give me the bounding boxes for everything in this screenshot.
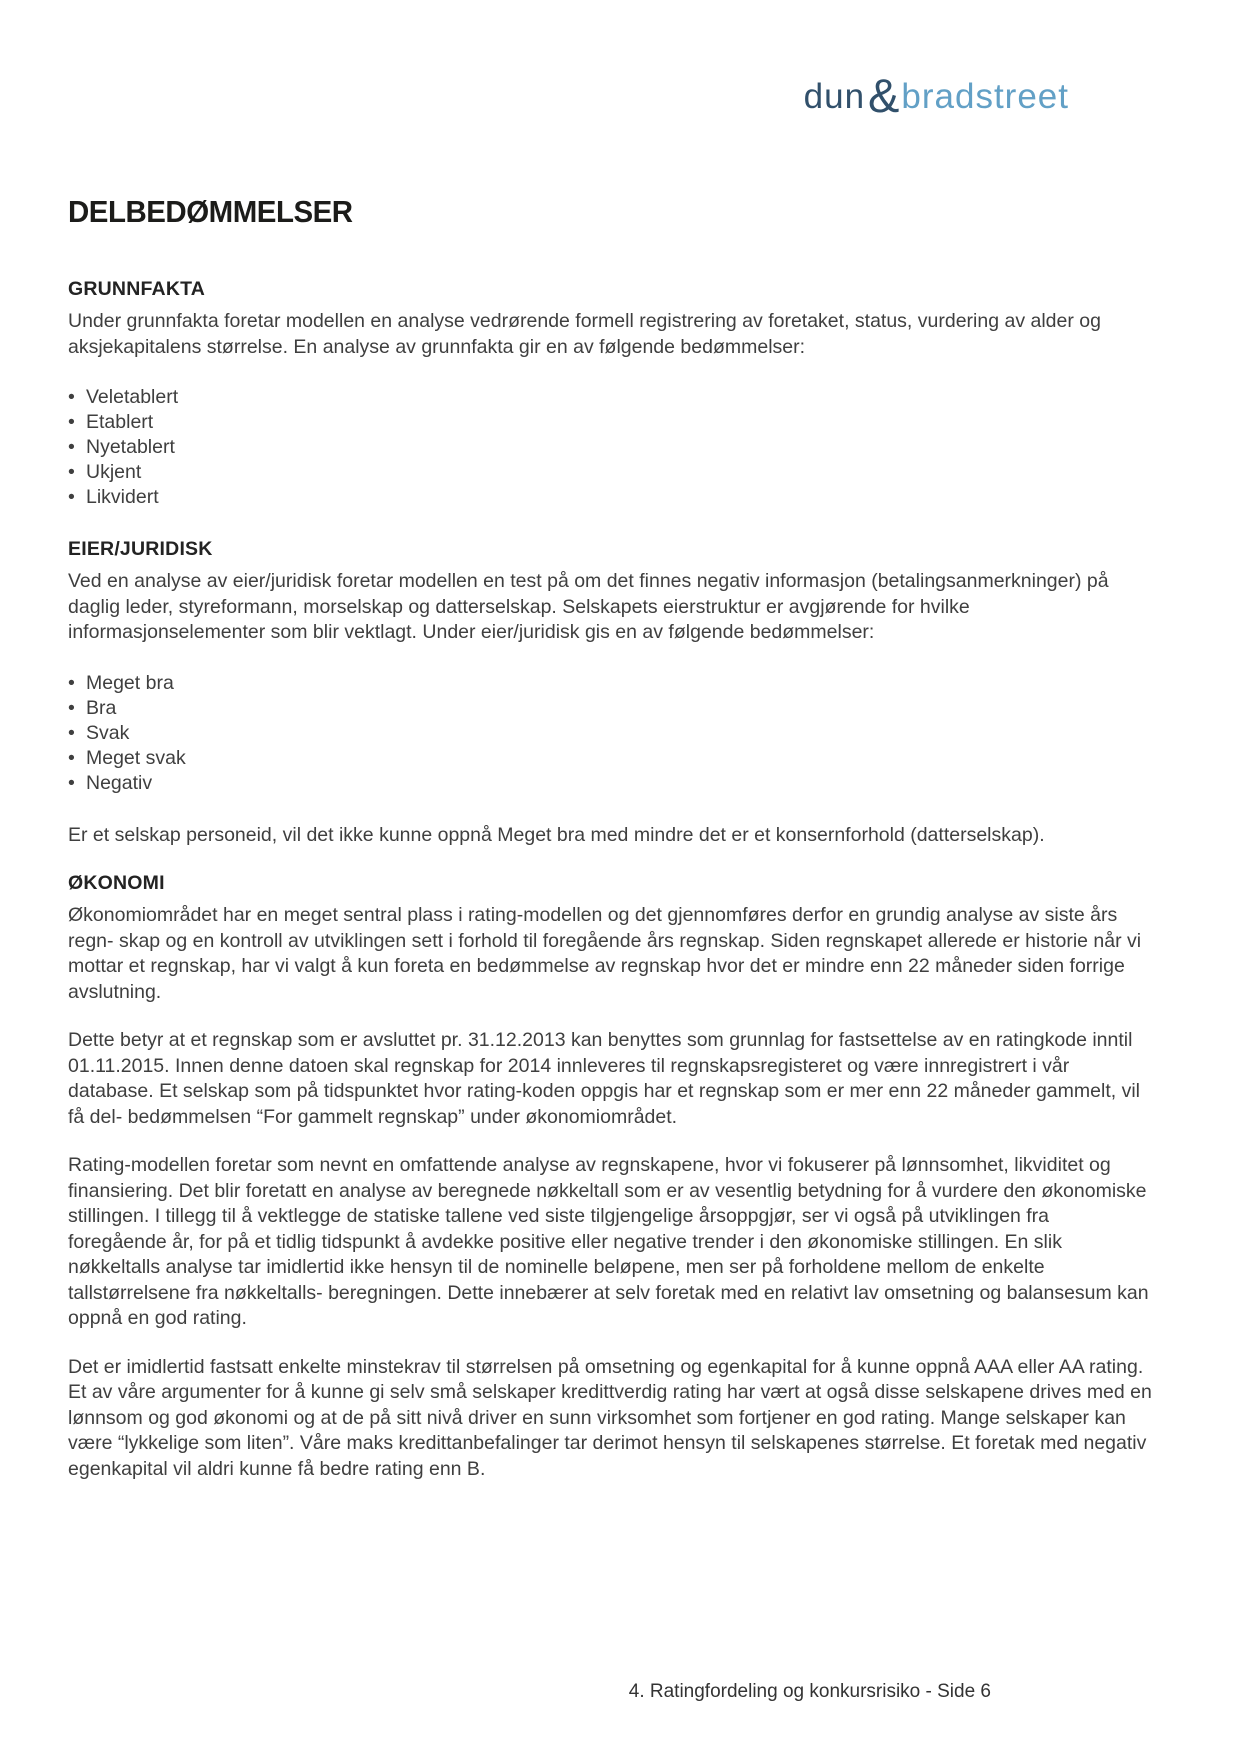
list-item: [68, 485, 1153, 510]
bullet-icon: •: [68, 746, 75, 769]
list-item-label: Meget svak: [86, 746, 186, 769]
list-item: [68, 385, 1153, 410]
bullet-icon: •: [68, 771, 75, 794]
list-item: [68, 460, 1153, 485]
list-item-label: Ukjent: [86, 461, 142, 483]
list-item: [68, 410, 1153, 435]
dun-bradstreet-logo: [803, 68, 1069, 122]
bullet-icon: •: [68, 696, 75, 719]
list-item: [68, 435, 1153, 460]
bullet-icon: •: [68, 436, 75, 458]
grunnfakta-assessment-list: [68, 385, 1153, 510]
section-heading-eier-juridisk: EIER/JURIDISK: [68, 538, 213, 560]
okonomi-paragraph: Det er imidlertid fastsatt enkelte minstekrav til størrelsen på omsetning og egenkapital for å kunne oppnå AAA eller AA rating. Et av våre argumenter for å kunne gi selv små selskaper kredittverdig rating har vært at også disse selskapene drives med en lønnsom og god økonomi og at de på sitt nivå driver en sunn virksomhet som fortjener en god rating. Mange selskaper kan være “lykkelige som liten”. Våre maks kredittanbefalinger tar derimot hensyn til selskapenes størrelse. Et foretak med negativ egenkapital vil aldri kunne få bedre rating enn B.: [68, 1355, 1152, 1480]
okonomi-paragraph: Dette betyr at et regnskap som er avsluttet pr. 31.12.2013 kan benyttes som grunnlag for fastsettelse av en ratingkode inntil 01.11.2015. Innen denne datoen skal regnskap for 2014 innleveres til regnskapsregisteret og være innregistrert i vår database. Et selskap som på tidspunktet hvor rating-koden oppgis har et regnskap som er mer enn 22 måneder gammelt, vil få del- bedømmelsen “For gammelt regnskap” under økonomiområdet.: [68, 1029, 1140, 1128]
section-intro-eier-juridisk: Ved en analyse av eier/juridisk foretar modellen en test på om det finnes negativ informasjon (betalingsanmerkninger) på daglig leder, styreformann, morselskap og datterselskap. Selskapets eierstruktur er avgjørende for hvilke informasjonselementer som blir vektlagt. Under eier/juridisk gis en av følgende bedømmelser:: [68, 570, 1109, 643]
bullet-icon: •: [68, 386, 75, 408]
list-item: [68, 671, 1153, 696]
bullet-icon: •: [68, 411, 75, 433]
list-item-label: Meget bra: [86, 671, 174, 694]
list-item-label: Likvidert: [86, 486, 159, 508]
section-intro-grunnfakta: Under grunnfakta foretar modellen en analyse vedrørende formell registrering av foretaket, status, vurdering av alder og aksjekapitalens størrelse. En analyse av grunnfakta gir en av følgende bedømmelser:: [68, 310, 1101, 358]
bullet-icon: •: [68, 671, 75, 694]
section-okonomi: [68, 871, 1153, 1482]
footer-page-label: 4. Ratingfordeling og konkursrisiko - Side 6: [628, 1681, 991, 1702]
okonomi-paragraph: Økonomiområdet har en meget sentral plass i rating-modellen og det gjennomføres derfor en grundig analyse av siste års regn- skap og en kontroll av utviklingen sett i forhold til foregående års regnskap. Siden regnskapet allerede er historie når vi mottar et regnskap, har vi valgt å kun foreta en bedømmelse av regnskap hvor det er mindre enn 22 måneder siden forrige avslutning.: [68, 904, 1142, 1003]
list-item-label: Veletablert: [86, 386, 179, 408]
bullet-icon: •: [68, 461, 75, 483]
page-footer: [629, 1681, 991, 1703]
page-title: DELBEDØMMELSER: [68, 194, 353, 229]
eier-juridisk-assessment-list: [68, 671, 1153, 796]
eier-juridisk-note: Er et selskap personeid, vil det ikke kunne oppnå Meget bra med mindre det er et konsernforhold (datterselskap).: [68, 823, 1045, 846]
list-item: [68, 721, 1153, 746]
section-grunnfakta: [68, 277, 1153, 510]
okonomi-paragraph: Rating-modellen foretar som nevnt en omfattende analyse av regnskapene, hvor vi fokuserer på lønnsomhet, likviditet og finansiering. Det blir foretatt en analyse av beregnede nøkkeltall som er av vesentlig betydning for å vurdere den økonomiske stillingen. I tillegg til å vektlegge de statiske tallene ved siste tilgjengelige årsoppgjør, ser vi også på utviklingen fra foregående år, for på et tidlig tidspunkt å avdekke positive eller negative trender i den økonomiske stillingen. En slik nøkkeltalls analyse tar imidlertid ikke hensyn til de nominelle beløpene, men ser på forholdene mellom de enkelte tallstørrelsene fra nøkkeltalls- beregningen. Dette innebærer at selv foretak med en relativt lav omsetning og balansesum kan oppnå en god rating.: [68, 1154, 1149, 1329]
bullet-icon: •: [68, 721, 75, 744]
list-item: [68, 771, 1153, 796]
list-item: [68, 696, 1153, 721]
list-item: [68, 746, 1153, 771]
logo-ampersand-icon: &: [868, 69, 901, 122]
logo-text-dun: dun: [803, 77, 866, 116]
list-item-label: Bra: [86, 696, 117, 719]
logo-text-bradstreet: bradstreet: [901, 77, 1069, 116]
bullet-icon: •: [68, 486, 75, 508]
list-item-label: Nyetablert: [86, 436, 175, 458]
section-heading-grunnfakta: GRUNNFAKTA: [68, 278, 206, 300]
section-eier-juridisk: [68, 537, 1153, 848]
section-heading-okonomi: ØKONOMI: [68, 872, 165, 894]
list-item-label: Etablert: [86, 411, 154, 433]
list-item-label: Svak: [86, 721, 130, 744]
list-item-label: Negativ: [86, 771, 153, 794]
